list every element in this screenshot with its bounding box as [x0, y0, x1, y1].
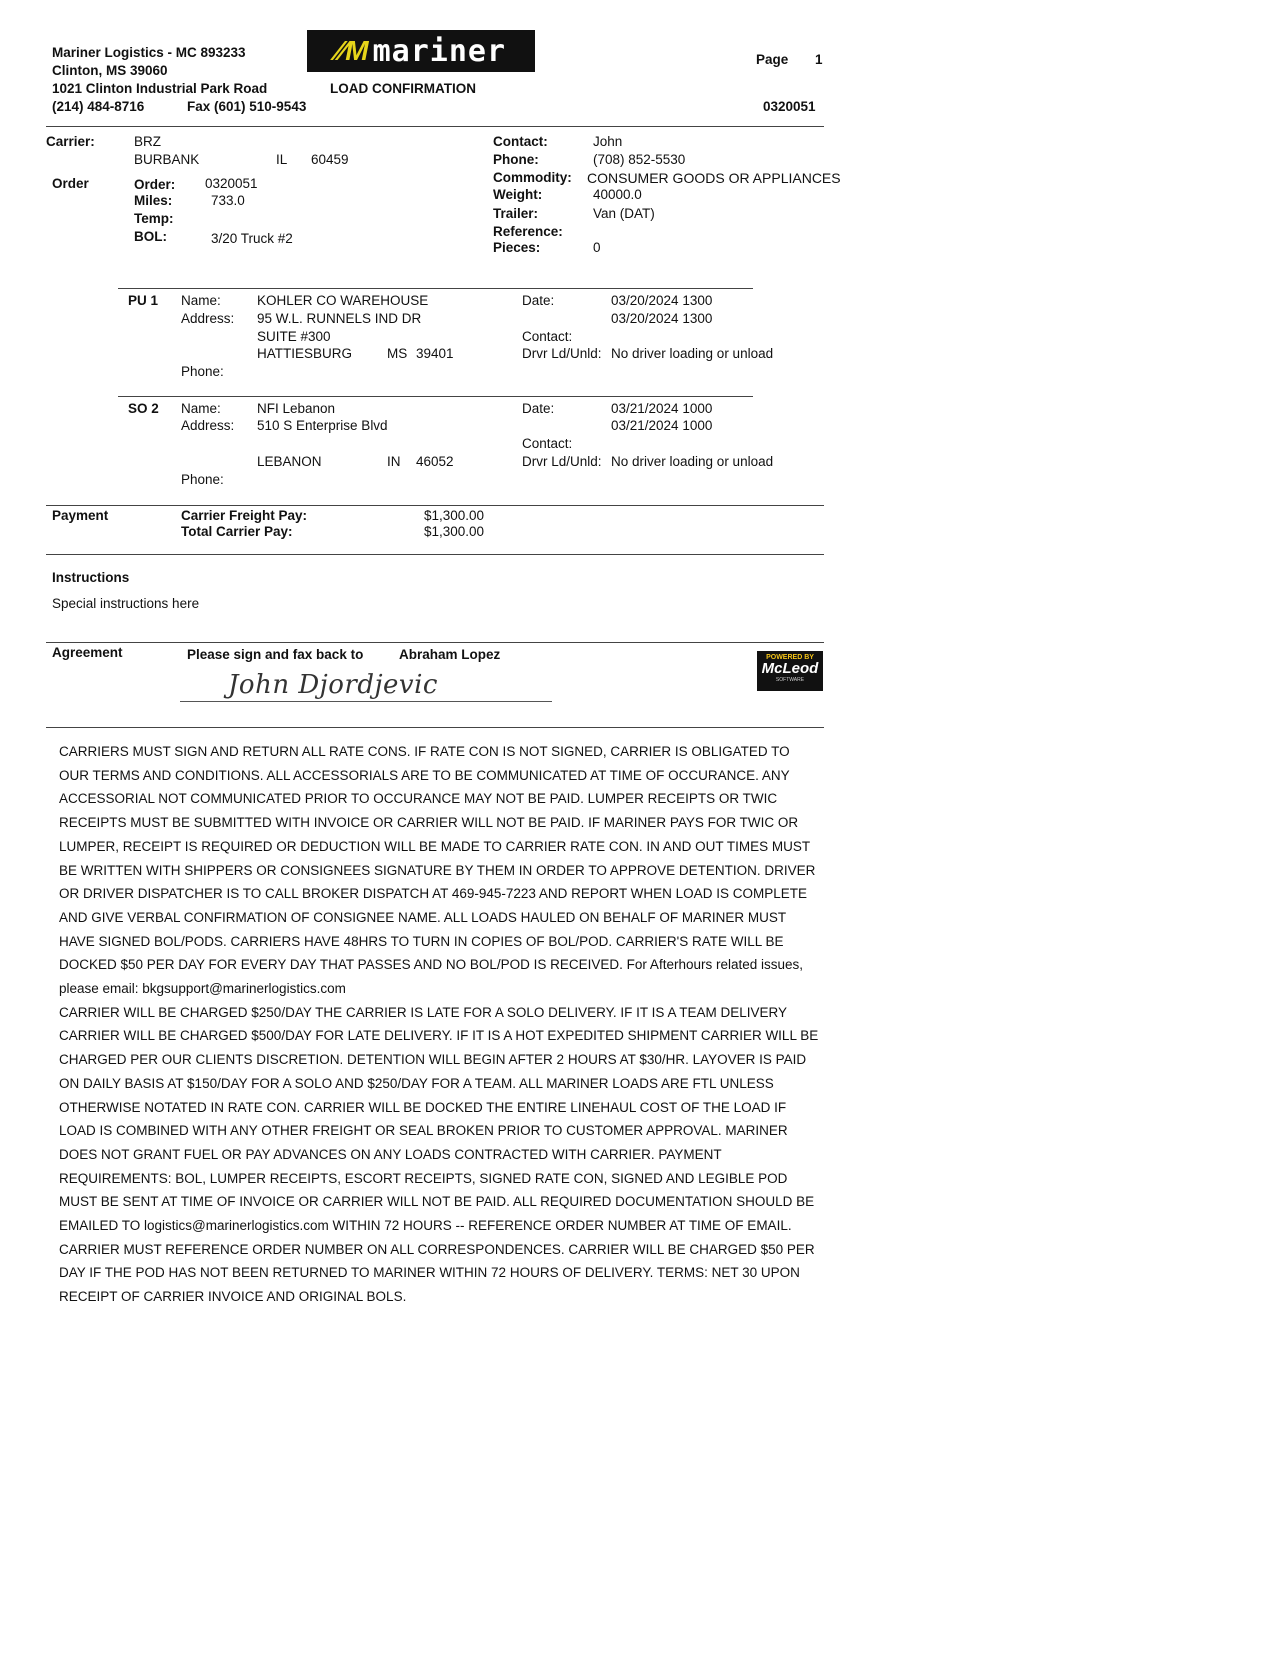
stop-driver-label: Drvr Ld/Unld:: [522, 346, 602, 361]
company-address: 1021 Clinton Industrial Park Road: [52, 81, 268, 96]
stop-driver-value: No driver loading or unload: [611, 454, 774, 469]
stop-address-line1: 95 W.L. RUNNELS IND DR: [257, 311, 422, 326]
page-number: 1: [815, 52, 823, 67]
mcleod-badge: [757, 651, 823, 691]
weight-label: Weight:: [493, 187, 543, 202]
badge-name-text: McLeod: [761, 660, 819, 677]
carrier-state: IL: [276, 152, 288, 167]
stop-address-label: Address:: [181, 311, 235, 326]
signature-text: John Djordjevic: [228, 670, 438, 700]
stop-date-from: 03/21/2024 1000: [611, 401, 713, 416]
sign-recipient: Abraham Lopez: [399, 647, 501, 662]
stop-date-to: 03/21/2024 1000: [611, 418, 713, 433]
document-title: LOAD CONFIRMATION: [330, 81, 476, 96]
divider: [46, 727, 824, 728]
header-order-number: 0320051: [763, 99, 816, 114]
contact-value: John: [593, 134, 623, 149]
stop-contact-label: Contact:: [522, 436, 573, 451]
pieces-value: 0: [593, 240, 601, 255]
carrier-zip: 60459: [311, 152, 349, 167]
total-pay-value: $1,300.00: [424, 524, 485, 539]
divider: [118, 288, 753, 289]
commodity-value: CONSUMER GOODS OR APPLIANCES: [587, 170, 841, 186]
carrier-name: BRZ: [134, 134, 161, 149]
carrier-city: BURBANK: [134, 152, 200, 167]
stop-city: LEBANON: [257, 454, 322, 469]
stop-id: PU 1: [128, 293, 159, 308]
logo-mark-icon: ⁄⁄M: [335, 35, 369, 66]
reference-label: Reference:: [493, 224, 563, 239]
stop-state: IN: [387, 454, 401, 469]
stop-date-from: 03/20/2024 1300: [611, 293, 713, 308]
signature: [180, 666, 552, 722]
company-fax: Fax (601) 510-9543: [187, 99, 307, 114]
stop-address-label: Address:: [181, 418, 235, 433]
mariner-logo: [307, 30, 535, 72]
phone-value: (708) 852-5530: [593, 152, 686, 167]
stop-zip: 46052: [416, 454, 454, 469]
order-section-label: Order: [52, 176, 89, 191]
stop-name-label: Name:: [181, 293, 221, 308]
terms-and-conditions: [59, 740, 819, 1309]
stop-contact-label: Contact:: [522, 329, 573, 344]
stop-name: NFI Lebanon: [257, 401, 336, 416]
company-city-state: Clinton, MS 39060: [52, 63, 168, 78]
stop-phone-label: Phone:: [181, 472, 224, 487]
trailer-value: Van (DAT): [593, 206, 655, 221]
stop-date-to: 03/20/2024 1300: [611, 311, 713, 326]
weight-value: 40000.0: [593, 187, 642, 202]
terms-paragraph: CARRIERS MUST SIGN AND RETURN ALL RATE CONS. IF RATE CON IS NOT SIGNED, CARRIER IS OBLIGATED TO OUR TERMS AND CONDITIONS. ALL ACCESSORIALS ARE TO BE COMMUNICATED AT TIME OF OCCURANCE. ANY ACCESSORIAL NOT COMMUNICATED PRIOR TO OCCURANCE MAY NOT BE PAID. LUMPER RECEIPTS OR TWIC RECEIPTS MUST BE SUBMITTED WITH INVOICE OR CARRIER WILL NOT BE PAID. IF MARINER PAYS FOR TWIC OR LUMPER, RECEIPT IS REQUIRED OR DEDUCTION WILL BE MADE TO CARRIER RATE CON. IN AND OUT TIMES MUST BE WRITTEN WITH SHIPPERS OR CONSIGNEES SIGNATURE BY THEM IN ORDER TO APPROVE DETENTION. DRIVER OR DRIVER DISPATCHER IS TO CALL BROKER DISPATCH AT 469-945-7223 AND REPORT WHEN LOAD IS COMPLETE AND GIVE VERBAL CONFIRMATION OF CONSIGNEE NAME. ALL LOADS HAULED ON BEHALF OF MARINER MUST HAVE SIGNED BOL/PODS. CARRIERS HAVE 48HRS TO TURN IN COPIES OF BOL/POD. CARRIER'S RATE WILL BE DOCKED $50 PER DAY FOR EVERY DAY THAT PASSES AND NO BOL/POD IS RECEIVED. For Afterhours related issues, please email: bkgsupport@marinerlogistics.com: [59, 744, 816, 997]
stop-address-line1: 510 S Enterprise Blvd: [257, 418, 388, 433]
divider: [118, 396, 753, 397]
stop-id: SO 2: [128, 401, 159, 416]
miles-value: 733.0: [211, 193, 245, 208]
freight-pay-value: $1,300.00: [424, 508, 485, 523]
stop-driver-value: No driver loading or unload: [611, 346, 774, 361]
bol-label: BOL:: [134, 229, 167, 244]
contact-label: Contact:: [493, 134, 548, 149]
stop-city: HATTIESBURG: [257, 346, 353, 361]
sign-instruction: Please sign and fax back to: [187, 647, 364, 662]
stop-name-label: Name:: [181, 401, 221, 416]
divider: [46, 505, 824, 506]
page-label: Page: [756, 52, 789, 67]
stop-date-label: Date:: [522, 293, 555, 308]
terms-paragraph: CARRIER WILL BE CHARGED $250/DAY THE CARRIER IS LATE FOR A SOLO DELIVERY. IF IT IS A TEAM DELIVERY CARRIER WILL BE CHARGED $500/DAY FOR LATE DELIVERY. IF IT IS A HOT EXPEDITED SHIPMENT CARRIER WILL BE CHARGED PER OUR CLIENTS DISCRETION. DETENTION WILL BEGIN AFTER 2 HOURS AT $30/HR. LAYOVER IS PAID ON DAILY BASIS AT $150/DAY FOR A SOLO AND $250/DAY FOR A TEAM. ALL MARINER LOADS ARE FTL UNLESS OTHERWISE NOTATED IN RATE CON. CARRIER WILL BE DOCKED THE ENTIRE LINEHAUL COST OF THE LOAD IF LOAD IS COMBINED WITH ANY OTHER FREIGHT OR SEAL BROKEN PRIOR TO CUSTOMER APPROVAL. MARINER DOES NOT GRANT FUEL OR PAY ADVANCES ON ANY LOADS CONTRACTED WITH CARRIER. PAYMENT REQUIREMENTS: BOL, LUMPER RECEIPTS, ESCORT RECEIPTS, SIGNED RATE CON, SIGNED AND LEGIBLE POD MUST BE SENT AT TIME OF INVOICE OR CARRIER WILL NOT BE PAID. ALL REQUIRED DOCUMENTATION SHOULD BE EMAILED TO logistics@marinerlogistics.com WITHIN 72 HOURS -- REFERENCE ORDER NUMBER AT TIME OF EMAIL. CARRIER MUST REFERENCE ORDER NUMBER ON ALL CORRESPONDENCES. CARRIER WILL BE CHARGED $50 PER DAY IF THE POD HAS NOT BEEN RETURNED TO MARINER WITHIN 72 HOURS OF DELIVERY. TERMS: NET 30 UPON RECEIPT OF CARRIER INVOICE AND ORIGINAL BOLS.: [59, 1004, 819, 1305]
stop-phone-label: Phone:: [181, 364, 224, 379]
company-phone: (214) 484-8716: [52, 99, 145, 114]
total-pay-label: Total Carrier Pay:: [181, 524, 293, 539]
phone-label: Phone:: [493, 152, 539, 167]
stop-driver-label: Drvr Ld/Unld:: [522, 454, 602, 469]
logo-text: mariner: [372, 33, 507, 69]
instructions-text: Special instructions here: [52, 596, 200, 611]
order-value: 0320051: [205, 176, 258, 191]
pieces-label: Pieces:: [493, 240, 541, 255]
commodity-label: Commodity:: [493, 170, 572, 185]
trailer-label: Trailer:: [493, 206, 539, 221]
divider: [46, 642, 824, 643]
stop-state: MS: [387, 346, 408, 361]
stop-name: KOHLER CO WAREHOUSE: [257, 293, 429, 308]
badge-sub-text: SOFTWARE: [775, 677, 805, 683]
freight-pay-label: Carrier Freight Pay:: [181, 508, 308, 523]
bol-value: 3/20 Truck #2: [211, 231, 293, 246]
signature-line: [180, 701, 552, 702]
stop-date-label: Date:: [522, 401, 555, 416]
order-label: Order:: [134, 177, 176, 192]
divider: [46, 554, 824, 555]
agreement-section-label: Agreement: [52, 645, 123, 660]
divider: [46, 126, 824, 127]
instructions-section-label: Instructions: [52, 570, 130, 585]
company-name: Mariner Logistics - MC 893233: [52, 45, 246, 60]
stop-zip: 39401: [416, 346, 454, 361]
temp-label: Temp:: [134, 211, 174, 226]
miles-label: Miles:: [134, 193, 173, 208]
payment-section-label: Payment: [52, 508, 109, 523]
badge-top-text: POWERED BY: [766, 654, 814, 661]
carrier-label: Carrier:: [46, 134, 95, 149]
stop-address-line2: SUITE #300: [257, 329, 331, 344]
